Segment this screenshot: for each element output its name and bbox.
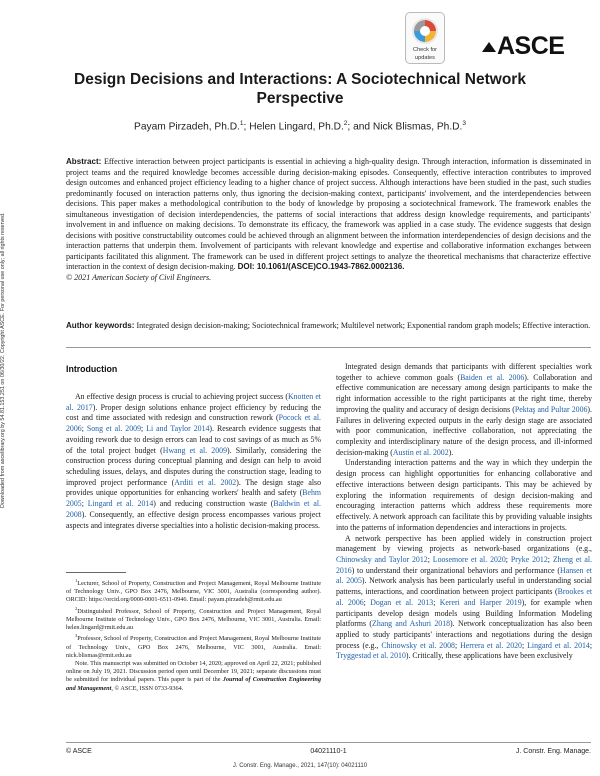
citation-link[interactable]: Li and Taylor 2014	[146, 424, 210, 434]
citation-link[interactable]: Austin et al. 2002	[392, 447, 449, 457]
author-2: ; Helen Lingard, Ph.D.	[243, 121, 344, 133]
citation-link[interactable]: Tryggestad et al. 2010	[336, 651, 406, 661]
author-2-affil: 2	[343, 120, 348, 127]
journal-name: Journal of Construction Engineering and Management	[66, 676, 321, 692]
citation-link[interactable]: Knotten et al. 2017	[66, 392, 321, 412]
abstract-copyright: © 2021 American Society of Civil Engineers.	[66, 273, 212, 283]
paragraph: Integrated design demands that participants with different specialties work together to achieve common goals (Baiden et al. 2006). Collaboration and effective communication are necessary among design participants to make the right information accessible to the right participants at the right time, thereby improving the quality and accuracy of design decisions (Pektaş and Pultar 2006). Failures in delivering expected outputs in the early design stage are associated with poor communication, ineffective collaboration, not appreciating the complexity and interdisciplinary nature of the design process, and ill-informed decision-making (Austin et al. 2002).	[336, 362, 593, 457]
crossmark-icon	[411, 17, 439, 45]
citation-link[interactable]: Chinowsky et al. 2008	[381, 640, 455, 650]
asce-logo-text: ASCE	[497, 32, 565, 60]
citation-link[interactable]: Herrera et al. 2020	[460, 640, 522, 650]
footnote-3: $^3$Professor, School of Property, Construction and Project Management, Royal Melbourne Institute of Technology Univ., GPO Box 2476, Melbourne, VIC 3001, Australia. Email: nick.blismas@rmit.edu.au	[66, 633, 321, 659]
citation-link[interactable]: Hansen et al. 2005	[336, 565, 592, 586]
author-keywords	[66, 321, 591, 332]
check-for-updates-badge[interactable]	[405, 12, 445, 64]
citation-link[interactable]: Song et al. 2009	[86, 424, 141, 434]
citation-link[interactable]: Dogan et al. 2013	[370, 597, 434, 607]
citation-link[interactable]: Arditi et al. 2002	[174, 477, 237, 487]
footer-copyright: © ASCE	[66, 748, 92, 755]
citation-link[interactable]: Pektaş and Pultar 2006	[514, 404, 588, 414]
author-list	[60, 120, 540, 132]
download-watermark: Downloaded from ascelibrary.org by 54.81.153.251 on 06/30/22. Copyright ASCE. For personal use only; all rights reserved.	[0, 212, 6, 508]
citation-link[interactable]: Baldwin et al. 2008	[66, 499, 321, 519]
asce-logo	[482, 32, 564, 61]
author-1: Payam Pirzadeh, Ph.D.	[134, 121, 240, 133]
author-3: ; and Nick Blismas, Ph.D.	[347, 121, 463, 133]
keywords-text: Integrated design decision-making; Sociotechnical framework; Multilevel network; Exponential random graph models; Effective interaction.	[136, 321, 591, 330]
header-divider	[66, 347, 591, 348]
citation-link[interactable]: Zhang and Ashuri 2018	[372, 619, 451, 629]
author-1-affil: 1	[239, 120, 244, 127]
body-column-right	[336, 362, 592, 662]
citation-link[interactable]: Zheng et al. 2016	[336, 554, 593, 575]
footer-page-id: 04021110-1	[310, 748, 347, 755]
citation-link[interactable]: Pocock et al. 2006	[66, 413, 321, 434]
badge-line-1: Check for	[413, 47, 437, 53]
paragraph: Understanding interaction patterns and the way in which they underpin the design process can highlight opportunities for enhancing collaborative and effective interactions between design participants. This may be achieved by exploring the information requirements of design decision-making and encouraging interaction patterns which address these requirements more effectively. A network approach can facilitate this by providing valuable insights into the patterns of information dependencies and interactions in projects.	[336, 458, 592, 532]
footnote-1: $^1$Lecturer, School of Property, Construction and Project Management, Royal Melbourne Institute of Technology Univ., GPO Box 2476, Melbourne, VIC 3001, Australia (corresponding author). ORCID: https://orcid.org/0000-0001-6511-0946. Email: payam.pirzadeh@rmit.edu.au	[66, 578, 321, 604]
citation-link[interactable]: Loosemore et al. 2020	[432, 554, 506, 564]
section-heading-introduction: Introduction	[66, 364, 118, 374]
footer-divider	[66, 742, 591, 743]
abstract	[66, 157, 591, 284]
citation-link[interactable]: Lingard et al. 2014	[87, 499, 154, 509]
manuscript-note: Note. This manuscript was submitted on October 14, 2020; approved on April 22, 2021; published online on July 19, 2021. Discussion period open until December 19, 2021; separate discussions must be submitted for individual papers. This paper is part of the Journal of Construction Engineering and Management, © ASCE, ISSN 0733-9364.	[66, 660, 321, 692]
paper-title: Design Decisions and Interactions: A Sociotechnical Network Perspective	[74, 71, 526, 107]
body-column-left	[66, 392, 321, 531]
page-footer	[66, 748, 591, 760]
citation-link[interactable]: Baiden et al. 2006	[460, 372, 525, 382]
doi-link[interactable]: DOI: 10.1061/(ASCE)CO.1943-7862.0002136.	[237, 262, 405, 272]
asce-logo-mark-icon	[482, 42, 496, 52]
footnote-2: $^2$Distinguished Professor, School of Property, Construction and Project Management, Royal Melbourne Institute of Technology Univ., GPO Box 2476, Melbourne, VIC 3001, Australia. Email: helen.lingard@rmit.edu.au	[66, 605, 321, 632]
footer-journal: J. Constr. Eng. Manage.	[515, 748, 591, 755]
citation-link[interactable]: Behm 2005	[66, 488, 321, 509]
footnote-rule	[66, 572, 126, 573]
abstract-label: Abstract:	[66, 157, 102, 166]
citation-link[interactable]: Kereri and Harper 2019	[439, 597, 522, 607]
citation-link[interactable]: Lingard et al. 2014	[527, 640, 590, 650]
citation-link[interactable]: Chinowsky and Taylor 2012	[336, 554, 428, 564]
citation-link[interactable]: Pryke 2012	[510, 554, 548, 564]
footnotes	[66, 577, 321, 693]
author-3-affil: 3	[462, 120, 466, 127]
citation-link[interactable]: Hwang et al. 2009	[162, 445, 227, 455]
badge-line-2: updates	[415, 55, 435, 61]
keywords-label: Author keywords:	[66, 321, 135, 330]
paragraph: An effective design process is crucial to achieving project success (Knotten et al. 2017). Proper design solutions enhance project efficiency by reducing the cost and time associated with redesign and construction rework (Pocock et al. 2006; Song et al. 2009; Li and Taylor 2014). Research evidence suggests that avoiding rework due to design errors can lead to cost savings of as much as 5% of the total project budget (Hwang et al. 2009). Similarly, considering the construction process during conceptual planning and design can help to avoid scheduling issues, delays, and disputes during the construction stage, leading to improved project performance (Arditi et al. 2002). The design stage also provides unique opportunities for enhancing workers' health and safety (Behm 2005; Lingard et al. 2014) and reducing construction waste (Baldwin et al. 2008). Consequently, an effective design process encompasses various project aspects and integrates diverse specialties into a holistic decision-making process.	[66, 392, 322, 530]
citation-link[interactable]: Brookes et al. 2006	[336, 587, 593, 607]
bottom-citation: J. Constr. Eng. Manage., 2021, 147(10): 04021110	[232, 763, 368, 769]
paragraph: A network perspective has been applied widely in construction project management by viewing projects as network-based organizations (e.g., Chinowsky and Taylor 2012; Loosemore et al. 2020; Pryke 2012; Zheng et al. 2016) to understand their organizational behaviors and performance (Hansen et al. 2005). Network analysis has been particularly useful in understanding social patterns, interactions, and coordination between project participants (Brookes et al. 2006; Dogan et al. 2013; Kereri and Harper 2019), for example when participants develop design models using Building Information Modeling platforms (Zhang and Ashuri 2018). Network conceptualization has also been applied to study participants' interactions and negotiations during the design process (e.g., Chinowsky et al. 2008; Herrera et al. 2020; Lingard et al. 2014; Tryggestad et al. 2010). Critically, these applications have been exclusively	[336, 533, 593, 661]
abstract-text: Effective interaction between project participants is essential in achieving a high-quality design. Through interaction, information is disseminated in project teams and the required knowledge becomes accessible during decision-making episodes. Consequently, effective interaction contributes to improved design outcomes and enhanced project efficiency leading to a higher chance of project success. Although interactions have been studied in the past, such studies predominantly focused on interaction patterns only, thus ignoring the decision-making context, participants' involvement, and the interdependencies between decisions. This paper makes a methodological contribution to the body of knowledge by proposing a sociotechnical framework. The framework enables the simultaneous investigation of decision interdependencies, the patterns of social interactions that address design knowledge requirements, and participants' involvement in and influence on making decisions. To demonstrate its efficacy, the framework was applied in a case study. The evidence suggests that design decisions with positive constructability outcomes could be achieved through an alignment between the information interdependencies of design decisions and the interaction patterns that underpin them. Involvement of participants with relevant knowledge and expertise and collaborative information exchanges between participants facilitated this alignment. The framework can be used in different project settings to analyze the theoretical mechanisms that characterize effective interaction in the context of design decision-making.	[66, 157, 592, 272]
